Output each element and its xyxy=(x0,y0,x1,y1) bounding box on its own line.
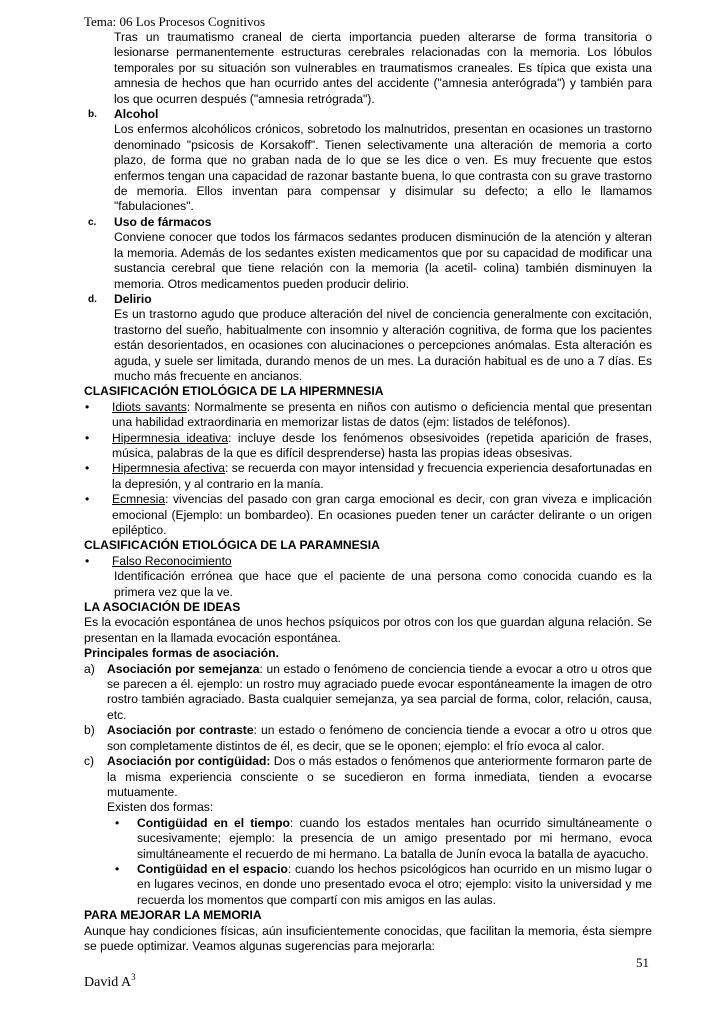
list-item-text: : cuando los hechos psicológicos han ocurrido en un mismo lugar o en lugares vecinos, en donde uno presentado evoca el otro; ejemplo: visito la universidad y me recuerda los momentos que compartí con mis amigos en las aulas. xyxy=(137,861,652,907)
bullet-icon: • xyxy=(85,553,90,568)
bullet-icon: • xyxy=(115,861,120,876)
list-item-term: Asociación por contigüidad: xyxy=(107,754,271,769)
list-item xyxy=(84,816,652,862)
item-label: c) xyxy=(84,754,95,769)
bullet-icon: • xyxy=(85,430,90,445)
item-label: c. xyxy=(88,216,97,228)
dos-formas-text: Existen dos formas: xyxy=(107,800,214,815)
list-item-text: : vivencias del pasado con gran carga emocional es decir, con gran viveza e implicación emocional (Ejemplo: un bombardeo). En ocasiones pueden tener un carácter delirante o un origen epiléptico. xyxy=(112,492,652,537)
asociacion-heading: LA ASOCIACIÓN DE IDEAS xyxy=(84,600,241,615)
list-item-term: Hipermnesia ideativa xyxy=(112,430,229,445)
list-item-text: Dos o más estados o fenómenos que anteriormente formaron parte de la misma experiencia consciente o se sucedieron en forma inmediata, tienden a evocarse mutuamente. xyxy=(107,754,652,799)
list-item-text: : un estado o fenómeno de conciencia tiende a evocar a otro u otros que son completamente distintos de él, es decir, que se le oponen; ejemplo: el frío evoca al calor. xyxy=(107,723,653,753)
item-b xyxy=(84,107,652,215)
paramnesia-text: Identificación errónea que hace que el paciente de una persona como conocida cuando es la primera vez que la ve. xyxy=(114,569,652,599)
list-item-text: : incluye desde los fenómenos obsesivoides (repetida aparición de frases, música, palabras de la que es difícil desprenderse) hasta las propias ideas obsesivas. xyxy=(112,430,652,460)
item-c xyxy=(84,215,652,292)
paramnesia-heading: CLASIFICACIÓN ETIOLÓGICA DE LA PARAMNESIA xyxy=(84,538,380,553)
item-d xyxy=(84,292,652,384)
item-label: b. xyxy=(88,109,97,121)
item-label: a) xyxy=(84,661,95,676)
list-item-term: Asociación por semejanza xyxy=(107,661,260,676)
footer-superscript: 3 xyxy=(131,972,136,982)
footer-author xyxy=(84,972,136,991)
item-title: Delirio xyxy=(114,291,152,306)
list-item-term: Contigüidad en el espacio xyxy=(137,861,288,876)
document-body xyxy=(84,30,652,954)
list-item xyxy=(84,461,652,492)
bullet-icon: • xyxy=(115,815,120,830)
list-item xyxy=(84,754,652,800)
list-item xyxy=(84,431,652,462)
bullet-icon: • xyxy=(85,399,90,414)
list-item-term: Asociación por contraste xyxy=(107,723,254,738)
footer-name: David A xyxy=(84,975,132,990)
list-item xyxy=(84,400,652,431)
list-item-term: Contigüidad en el tiempo xyxy=(137,815,290,830)
mejorar-heading: PARA MEJORAR LA MEMORIA xyxy=(84,908,262,923)
list-item xyxy=(84,492,652,538)
asociacion-text: Es la evocación espontánea de unos hechos psíquicos por otros con los que guardan alguna relación. Se presentan en la llamada evocación espontánea. xyxy=(84,615,652,645)
list-item-text: : Normalmente se presenta en niños con autismo o deficiencia mental que presentan una habilidad extraordinaria en memorizar listas de datos (ejm: listados de teléfonos). xyxy=(112,399,652,430)
item-text: Los enfermos alcohólicos crónicos, sobretodo los malnutridos, presentan en ocasiones un trastorno denominado "psicosis de Korsakoff". Tienen selectivamente una alteración de memoria a corto plazo, de forma que no graban nada de lo que se les dice o ven. Es muy frecuente que estos enfermos tengan una capacidad de razonar bastante buena, lo que contrasta con su grave trastorno de memoria. Ellos inventan para compensar y disimular su defecto; a ello le llamamos "fabulaciones". xyxy=(114,122,652,214)
bullet-icon: • xyxy=(85,461,90,476)
list-item-text: : cuando los estados mentales han ocurrido simultáneamente o sucesivamente; ejemplo: la presencia de un amigo presentado por mi hermano, evoca simultáneamente el recuerdo de mi hermano. La batalla de Junín evoca la batalla de ayacucho. xyxy=(137,815,653,861)
item-text: Es un trastorno agudo que produce alteración del nivel de conciencia generalmente con excitación, trastorno del sueño, habitualmente con insomnio y alteración cognitiva, de forma que los pacientes están desorientados, en ocasiones con alucinaciones o percepciones anómalas. Esta alteración es aguda, y suele ser limitada, durando menos de un mes. La duración habitual es de uno a 7 días. Es mucho más frecuente en ancianos. xyxy=(114,307,652,383)
list-item-text: : un estado o fenómeno de conciencia tiende a evocar a otro u otros que se parecen a él. ejemplo: un rostro muy agraciado puede evocar espontáneamente la imagen de otro rostro también agraciado. Basta cualquier semejanza, ya sea parcial de forma, color, relación, causa, etc. xyxy=(107,661,652,722)
list-item-term: Hipermnesia afectiva xyxy=(112,461,225,476)
list-item xyxy=(84,662,652,724)
intro-paragraph: Tras un traumatismo craneal de cierta importancia pueden alterarse de forma transitoria o lesionarse permanentemente estructuras cerebrales relacionadas con la memoria. Los lóbulos temporales por su situación son vulnerables en traumatismos craneales. Es típica que exista una amnesia de hechos que han ocurrido antes del accidente ("amnesia anterógrada") y también para los que ocurren después ("amnesia retrógrada"). xyxy=(114,30,652,106)
page-number: 51 xyxy=(636,955,649,970)
item-title: Alcohol xyxy=(114,107,159,122)
bullet-icon: • xyxy=(85,492,90,507)
item-label: d. xyxy=(88,293,97,305)
formas-heading: Principales formas de asociación. xyxy=(84,646,279,661)
item-text: Conviene conocer que todos los fármacos sedantes producen disminución de la atención y alteran la memoria. Además de los sedantes existen medicamentos que por su capacidad de modificar una sustancia cerebral que tiene relación con la memoria (la acetil- colina) también disminuyen la memoria. Otros medicamentos pueden producir delirio. xyxy=(114,230,652,291)
list-item-term: Ecmnesia xyxy=(112,492,166,507)
list-item-term: Idiots savants xyxy=(112,399,187,414)
list-item xyxy=(84,554,652,569)
list-item xyxy=(84,723,652,754)
list-item-text: : se recuerda con mayor intensidad y frecuencia experiencia desafortunadas en la depresión, y al contrario en la manía. xyxy=(112,461,652,491)
list-item xyxy=(84,862,652,908)
mejorar-text: Aunque hay condiciones físicas, aún insuficientemente conocidas, que facilitan la memoria, ésta siempre se puede optimizar. Veamos algunas sugerencias para mejorarla: xyxy=(84,923,652,953)
item-label: b) xyxy=(84,723,95,738)
list-item-term: Falso Reconocimiento xyxy=(112,553,232,568)
page-header: Tema: 06 Los Procesos Cognitivos xyxy=(84,14,266,29)
item-title: Uso de fármacos xyxy=(114,214,212,229)
hipermnesia-heading: CLASIFICACIÓN ETIOLÓGICA DE LA HIPERMNESIA xyxy=(84,384,384,399)
